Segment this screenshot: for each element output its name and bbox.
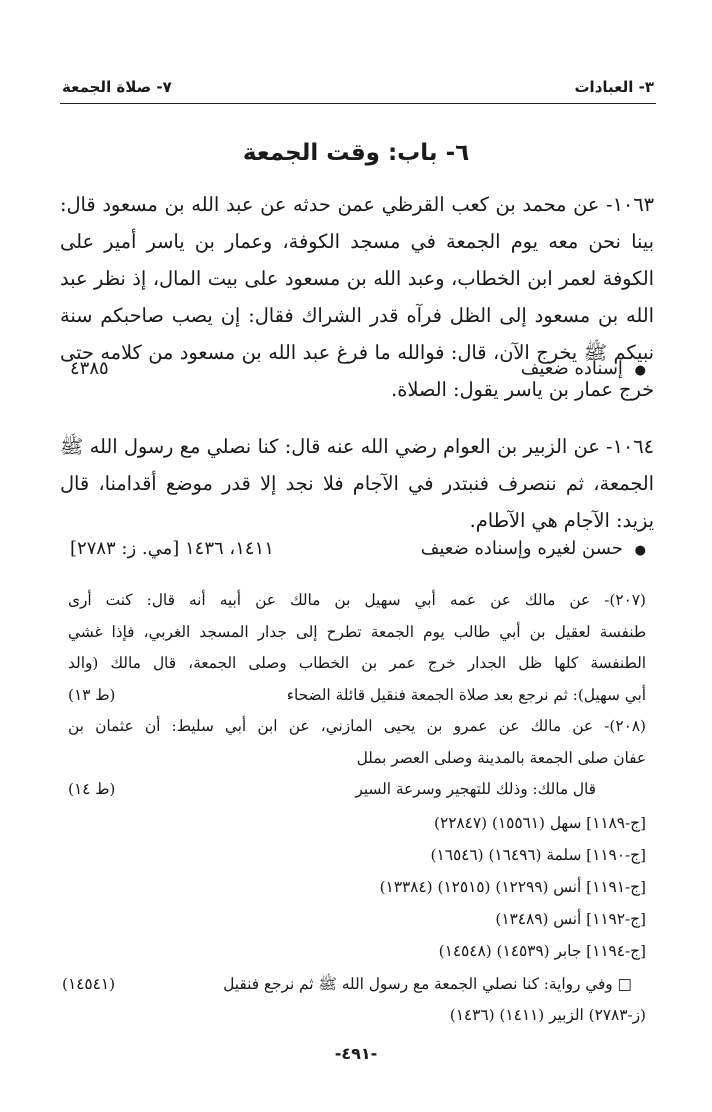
variant-narration [62, 969, 646, 1031]
note-208-ref: (ط ١٤) [68, 780, 116, 798]
grade-reference: ٤٣٨٥ [70, 358, 109, 379]
note-208-line: عفان صلى الجمعة بالمدينة وصلى العصر بملل [356, 748, 646, 767]
running-header [62, 74, 654, 100]
square-marker-icon: □ [617, 975, 632, 993]
hadith-text: ١٠٦٤- عن الزبير بن العوام رضي الله عنه قال: كنا نصلي مع رسول الله ﷺ الجمعة، ثم ننصرف فنبتدر في الآجام فلا نجد إلا قدر موضع أقدامنا، قال يزيد: الآجام هي الآطام. [60, 435, 654, 532]
bullet-icon: ● [634, 363, 646, 378]
cross-references [60, 807, 646, 967]
cross-ref-item: [ج-١١٩٤] جابر (١٤٥٣٩) (١٤٥٤٨) [438, 942, 646, 960]
note-208-line: (٢٠٨)- عن مالك عن عمرو بن يحيى المازني، عن ابن أبي سليط: أن عثمان بن [68, 717, 646, 735]
note-207-line: أبي سهيل): ثم نرجع بعد صلاة الجمعة فنقيل قائلة الضحاء (ط ١٣) [68, 680, 646, 712]
header-section-chapter: ٧- صلاة الجمعة [62, 78, 172, 96]
variant-line-2: (ز-٢٧٨٣) الزبير (١٤١١) (١٤٣٦) [449, 1006, 646, 1024]
variant-ref: (١٤٥٤١) [62, 975, 116, 993]
page-number: -٤٩١- [334, 1044, 378, 1063]
grade-text: ● إسناده ضعيف [520, 358, 646, 379]
note-207-line: (٢٠٧)- عن مالك عن عمه أبي سهيل بن مالك عن أبيه أنه قال: كنت أرى [68, 591, 646, 609]
note-207-ref: (ط ١٣) [68, 685, 116, 704]
hadith-1064 [60, 428, 654, 539]
notes-block [68, 585, 646, 806]
cross-ref-item: [ج-١١٩١] أنس (١٢٢٩٩) (١٢٥١٥) (١٣٣٨٤) [379, 878, 646, 896]
note-207-line: طنفسة لعقيل بن أبي طالب يوم الجمعة تطرح إلى جدار المسجد الغربي، فإذا غشي [68, 622, 646, 641]
variant-line: □ وفي رواية: كنا نصلي الجمعة مع رسول الله ﷺ ثم نرجع فنقيل (١٤٥٤١) [62, 969, 646, 1000]
cross-ref-item: [ج-١١٩٢] أنس (١٣٤٨٩) [495, 910, 646, 928]
note-207-line: الطنفسة كلها ظل الجدار خرج عمر بن الخطاب وصلى الجمعة، قال مالك (والد [68, 654, 646, 672]
grade-reference: ١٤١١، ١٤٣٦ [مي. ز: ٢٧٨٣] [70, 538, 274, 559]
grade-text: ● حسن لغيره وإسناده ضعيف [420, 538, 646, 559]
hadith-1063-grade [60, 358, 654, 390]
hadith-text: ١٠٦٣- عن محمد بن كعب القرظي عمن حدثه عن عبد الله بن مسعود قال: بينا نحن معه يوم الجمعة في مسجد الكوفة، وعمار بن ياسر أمير على الكوفة لعمر ابن الخطاب، وعبد الله بن مسعود على بيت المال، إذ نظر عبد الله بن مسعود إلى الظل فرآه قدر الشراك فقال: إن يصب صاحبكم سنة نبيكم ﷺ يخرج الآن، قال: فوالله ما فرغ عبد الله بن مسعود من كلامه حتى خرج عمار بن ياسر يقول: الصلاة. [60, 193, 654, 401]
cross-ref-item: [ج-١١٨٩] سهل (١٥٥٦١) (٢٢٨٤٧) [434, 814, 646, 832]
cross-ref-item: [ج-١١٩٠] سلمة (١٦٤٩٦) (١٦٥٤٦) [430, 846, 646, 864]
bullet-icon: ● [634, 543, 646, 558]
header-rule [60, 103, 656, 104]
header-section-volume: ٣- العبادات [574, 78, 654, 96]
hadith-1064-grade [60, 538, 654, 570]
note-208-line: قال مالك: وذلك للتهجير وسرعة السير (ط ١٤) [68, 774, 646, 806]
chapter-title: ٦- باب: وقت الجمعة [242, 140, 470, 166]
